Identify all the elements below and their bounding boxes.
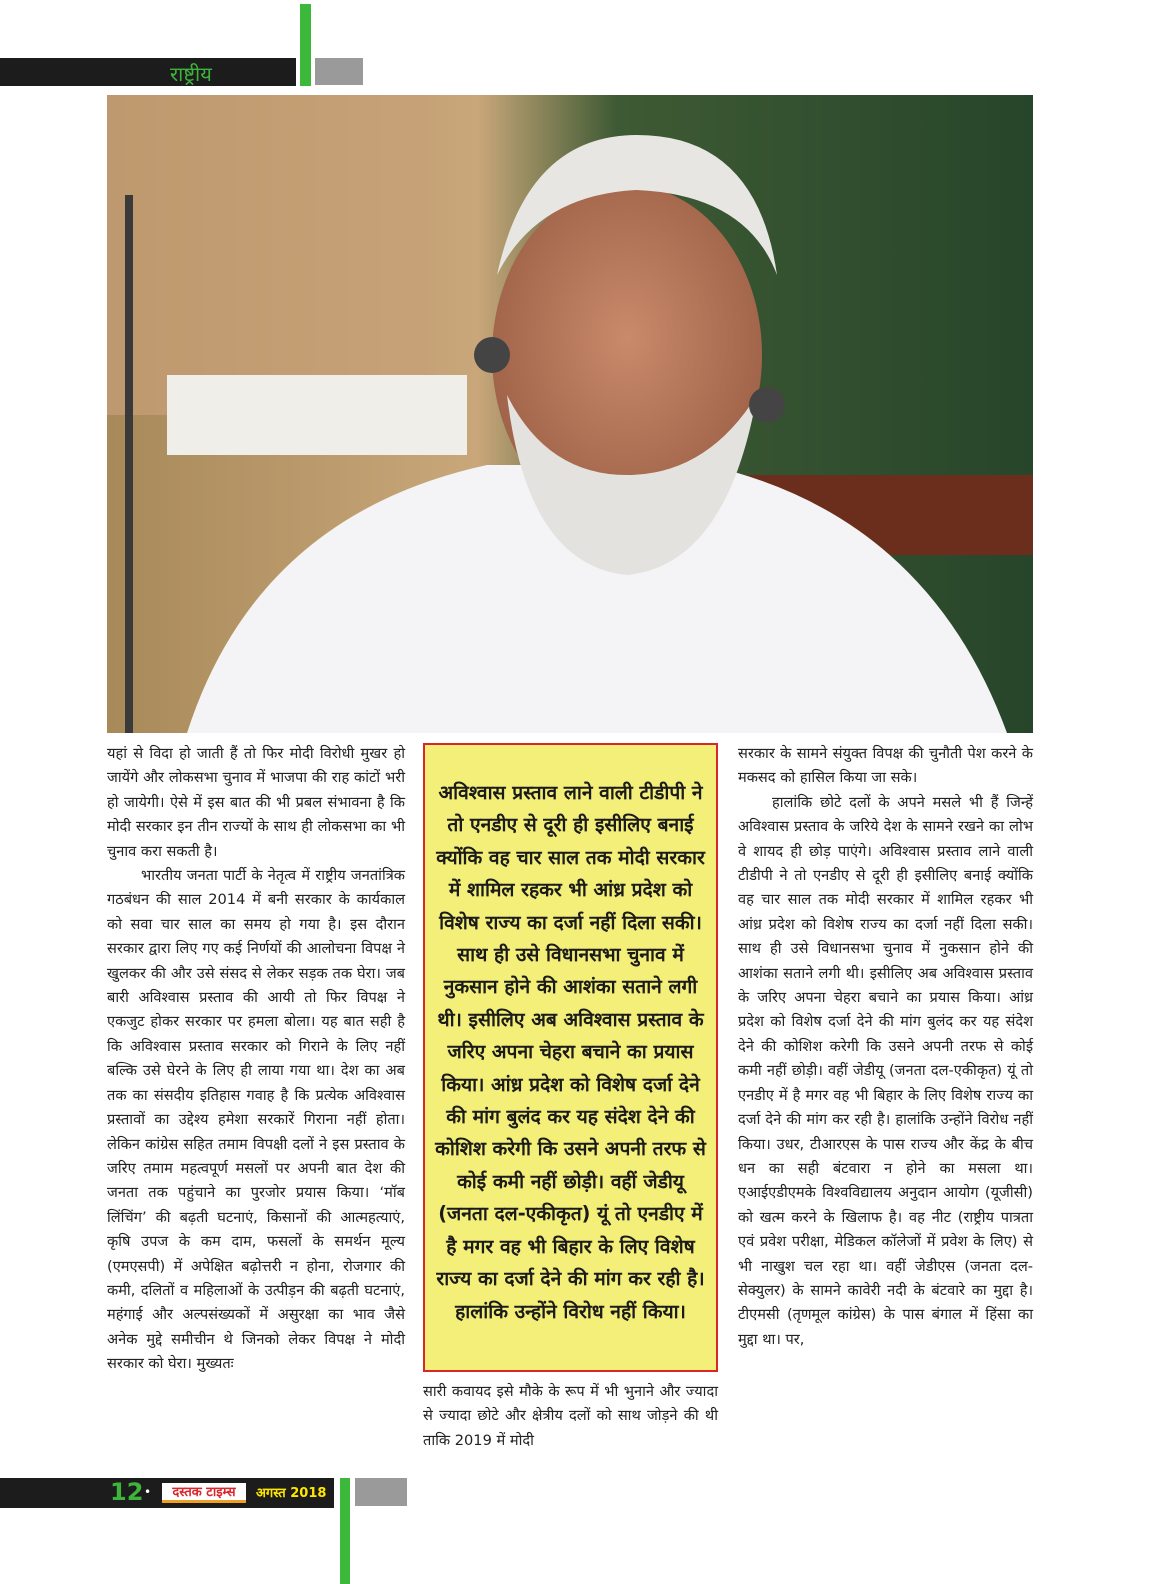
paragraph: भारतीय जनता पार्टी के नेतृत्व में राष्ट्रीय जनतांत्रिक गठबंधन की साल 2014 में बनी सरकार के कार्यकाल को सवा चार साल का समय हो गया है। इस दौरान सरकार द्वारा लिए गए कई निर्णयों की आलोचना विपक्ष ने खुलकर की और उसे संसद से लेकर सड़क तक घेरा। जब बारी अविश्वास प्रस्ताव की आयी तो फिर विपक्ष ने एकजुट होकर सरकार पर हमला बोला। यह बात सही है कि अविश्वास प्रस्ताव सरकार को गिराने के लिए नहीं बल्कि उसे घेरने के लिए ही लाया गया था। देश का अब तक का संसदीय इतिहास गवाह है कि प्रत्येक अविश्वास प्रस्तावों का उद्देश्य हमेशा सरकारें गिराना नहीं होता। लेकिन कांग्रेस सहित तमाम विपक्षी दलों ने इस प्रस्ताव के जरिए तमाम महत्वपूर्ण मसलों पर अपनी बात देश की जनता तक पहुंचाने का पुरजोर प्रयास किया। ‘मॉब लिंचिंग’ की बढ़ती घटनाएं, किसानों की आत्महत्याएं, कृषि उपज के कम दाम, फसलों के समर्थन मूल्य (एमएसपी) में अपेक्षित बढ़ोत्तरी न होना, रोजगार की कमी, दलितों व महिलाओं के उत्पीड़न की बढ़ती घटनाएं, महंगाई और अल्पसंख्यकों में असुरक्षा का भाव जैसे अनेक मुद्दे समीचीन थे जिनको लेकर विपक्ष ने मोदी सरकार को घेरा। मुख्यतः — [107, 867, 405, 1373]
left-column — [107, 742, 405, 1377]
article-photo — [107, 95, 1033, 733]
pull-quote: अविश्वास प्रस्ताव लाने वाली टीडीपी ने तो एनडीए से दूरी ही इसीलिए बनाई क्योंकि वह चार साल तक मोदी सरकार में शामिल रहकर भी आंध्र प्रदेश को विशेष राज्य का दर्जा नहीं दिला सकी। साथ ही उसे विधानसभा चुनाव में नुकसान होने की आशंका सताने लगी थी। इसीलिए अब अविश्वास प्रस्ताव के जरिए अपना चेहरा बचाने का प्रयास किया। आंध्र प्रदेश को विशेष दर्जा देने की मांग बुलंद कर यह संदेश देने की कोशिश करेगी कि उसने अपनी तरफ से कोई कमी नहीं छोड़ी। वहीं जेडीयू (जनता दल-एकीकृत) यूं तो एनडीए में है मगर वह भी बिहार के लिए विशेष राज्य का दर्जा देने की मांग कर रही है। हालांकि उन्होंने विरोध नहीं किया। — [423, 743, 718, 1372]
accent-bar — [340, 1478, 350, 1584]
paragraph: हालांकि छोटे दलों के अपने मसले भी हैं जिन्हें अविश्वास प्रस्ताव के जरिये देश के सामने रखने का लोभ वे शायद ही छोड़ पाएंगे। अविश्वास प्रस्ताव लाने वाली टीडीपी ने तो एनडीए से दूरी ही इसीलिए बनाई क्योंकि वह चार साल तक मोदी सरकार में शामिल रहकर भी आंध्र प्रदेश को विशेष राज्य का दर्जा नहीं दिला सकी। साथ ही उसे विधानसभा चुनाव में नुकसान होने की आशंका सताने लगी थी। इसीलिए अब अविश्वास प्रस्ताव के जरिए अपना चेहरा बचाने का प्रयास किया। आंध्र प्रदेश को विशेष दर्जा देने की मांग बुलंद कर यह संदेश देने की कोशिश करेगी कि उसने अपनी तरफ से कोई कमी नहीं छोड़ी। वहीं जेडीयू (जनता दल-एकीकृत) यूं तो एनडीए में है मगर वह भी बिहार के लिए विशेष राज्य का दर्जा देने की मांग कर रही है। हालांकि उन्होंने विरोध नहीं किया। उधर, टीआरएस के पास राज्य और केंद्र के बीच धन का सही बंटवारा न होने का मसला था। एआईएडीएमके विश्वविद्यालय अनुदान आयोग (यूजीसी) को खत्म करने के खिलाफ है। वह नीट (राष्ट्रीय पात्रता एवं प्रवेश परीक्षा, मेडिकल कॉलेजों में प्रवेश के लिए) से भी नाखुश चल रहा था। वहीं जेडीएस (जनता दल-सेक्युलर) के सामने कावेरी नदी के बंटवारे का मुद्दा है। टीएमसी (तृणमूल कांग्रेस) के पास बंगाल में हिंसा का मुद्दा था। पर, — [738, 793, 1033, 1348]
magazine-logo: दस्तक टाइम्स — [162, 1483, 246, 1503]
section-title: राष्ट्रीय — [170, 62, 212, 86]
bullet: • — [144, 1485, 152, 1499]
accent-box — [355, 1478, 407, 1506]
middle-column — [423, 1380, 718, 1453]
paragraph: सारी कवायद इसे मौके के रूप में भी भुनाने और ज्यादा से ज्यादा छोटे और क्षेत्रीय दलों को साथ जोड़ने की थी ताकि 2019 में मोदी — [423, 1383, 718, 1449]
paragraph: यहां से विदा हो जाती हैं तो फिर मोदी विरोधी मुखर हो जायेंगे और लोकसभा चुनाव में भाजपा की राह कांटों भरी हो जायेगी। ऐसे में इस बात की भी प्रबल संभावना है कि मोदी सरकार इन तीन राज्यों के साथ ही लोकसभा का भी चुनाव करा सकती है। — [107, 745, 405, 860]
page-number: 12 — [110, 1478, 144, 1506]
paragraph: सरकार के सामने संयुक्त विपक्ष की चुनौती पेश करने के मकसद को हासिल किया जा सके। — [738, 745, 1033, 787]
header-bar — [0, 58, 296, 86]
accent-box — [315, 58, 363, 85]
issue-date: अगस्त 2018 — [256, 1486, 327, 1501]
accent-bar — [300, 4, 311, 86]
right-column — [738, 742, 1033, 1352]
